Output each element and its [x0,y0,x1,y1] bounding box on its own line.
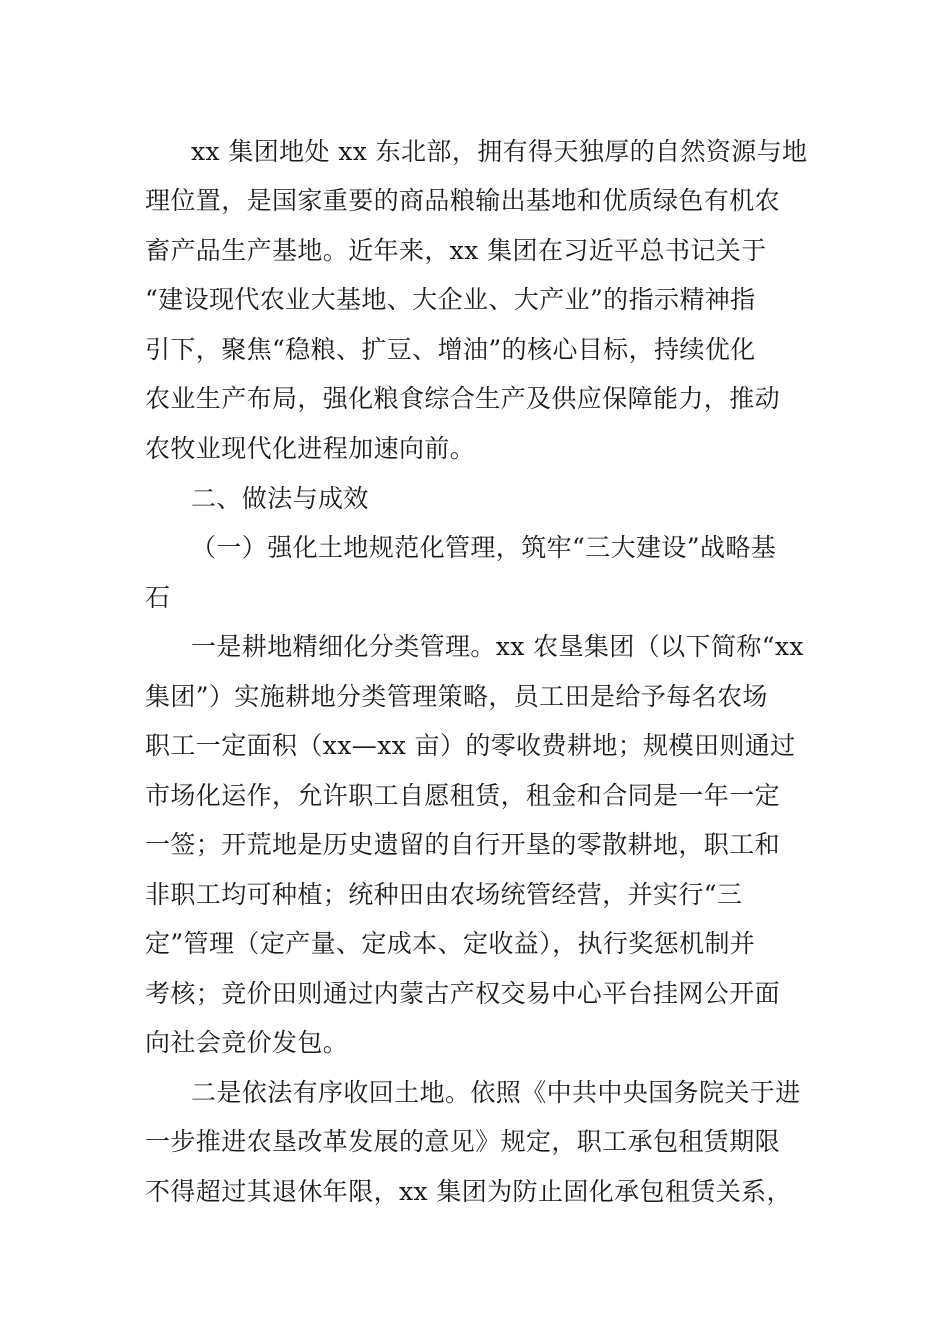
text-line: 农业生产布局，强化粮食综合生产及供应保障能力，推动 [145,384,781,413]
text-line: 定”管理（定产量、定成本、定收益），执行奖惩机制并 [145,929,756,958]
text-line: 集团”）实施耕地分类管理策略，员工田是给予每名农场 [145,682,768,711]
text-line: 理位置，是国家重要的商品粮输出基地和优质绿色有机农 [145,186,781,215]
text-line: 引下，聚焦“稳粮、扩豆、增油”的核心目标，持续优化 [145,335,756,364]
text-line: 不得超过其退休年限，xx 集团为防止固化承包租赁关系， [145,1177,792,1206]
text-line: “建设现代农业大基地、大企业、大产业”的指示精神指 [145,285,756,314]
text-line: 非职工均可种植；统种田由农场统管经营，并实行“三 [145,880,743,909]
text-line: xx 集团地处 xx 东北部，拥有得天独厚的自然资源与地 [191,137,808,166]
text-line: 一是耕地精细化分类管理。xx 农垦集团（以下简称“xx [191,632,804,661]
text-line: 一签；开荒地是历史遗留的自行开垦的零散耕地，职工和 [145,830,781,859]
subsection-heading-continued: 石 [145,583,171,612]
text-line: 职工一定面积（xx—xx 亩）的零收费耕地；规模田则通过 [145,731,796,760]
text-line: 考核；竞价田则通过内蒙古产权交易中心平台挂网公开面 [145,979,781,1008]
text-line: 畜产品生产基地。近年来，xx 集团在习近平总书记关于 [145,236,767,265]
section-heading: 二、做法与成效 [191,484,369,513]
text-line: 向社会竞价发包。 [145,1028,349,1057]
text-line: 农牧业现代化进程加速向前。 [145,434,476,463]
text-line: 市场化运作，允许职工自愿租赁，租金和合同是一年一定 [145,781,781,810]
text-line: 一步推进农垦改革发展的意见》规定，职工承包租赁期限 [145,1127,781,1156]
text-line: 二是依法有序收回土地。依照《中共中央国务院关于进 [191,1078,801,1107]
subsection-heading: （一）强化土地规范化管理，筑牢“三大建设”战略基 [191,533,777,562]
